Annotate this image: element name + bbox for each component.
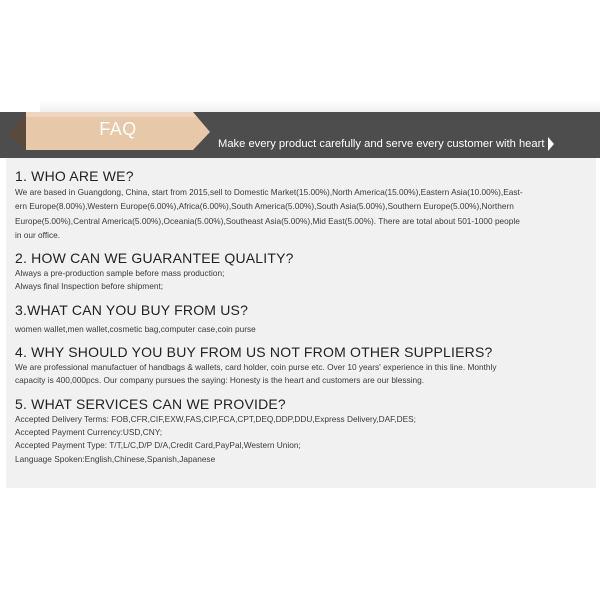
faq-question: 3.WHAT CAN YOU BUY FROM US?	[15, 301, 249, 318]
faq-answer-line: Accepted Payment Currency:USD,CNY;	[15, 426, 163, 437]
faq-question: 2. HOW CAN WE GUARANTEE QUALITY?	[15, 250, 294, 267]
faq-answer-line: Language Spoken:English,Chinese,Spanish,Japanese	[15, 453, 216, 464]
faq-title: FAQ	[99, 119, 137, 139]
faq-answer-line: Accepted Delivery Terms: FOB,CFR,CIF,EXW,FAS,CIP,FCA,CPT,DEQ,DDP,DDU,Express Delivery,DAF,DES;	[15, 413, 416, 424]
faq-section	[15, 395, 587, 466]
header-tagline: Make every product carefully and serve every customer with heart	[218, 138, 545, 150]
faq-answer-line: women wallet,men wallet,cosmetic bag,computer case,coin purse	[15, 323, 256, 334]
faq-answer-line: We are professional manufactuer of handbags & wallets, card holder, coin purse etc. Over 10 years' experience in this line. Monthly	[15, 362, 497, 373]
faq-answer-line: in our office.	[15, 229, 61, 240]
faq-section	[15, 249, 587, 294]
faq-answer-line: ern Europe(8.00%),Western Europe(6.00%),Africa(6.00%),South America(5.00%),South Asia(5.00%),Southern Europe(5.00%),Northern	[15, 201, 514, 212]
faq-tab	[8, 108, 210, 153]
faq-answer-line: Europe(5.00%),Central America(5.00%),Oceania(5.00%),Southeast Asia(5.00%),Mid East(5.00%). There are total about 501-1000 people	[15, 215, 520, 226]
faq-section	[15, 343, 587, 388]
faq-section	[15, 167, 587, 242]
faq-question: 1. WHO ARE WE?	[15, 168, 134, 184]
faq-answer-line: capacity is 400,000pcs. Our company pursues the saying: Honesty is the heart and customers are our blessing.	[15, 375, 425, 386]
faq-question: 5. WHAT SERVICES CAN WE PROVIDE?	[15, 395, 286, 412]
faq-answer-line: Always final Inspection before shipment;	[15, 281, 164, 292]
faq-answer-line: Always a pre-production sample before mass production;	[15, 268, 225, 279]
play-arrow-icon	[548, 137, 554, 151]
faq-answer-line: We are based in Guangdong, China, start from 2015,sell to Domestic Market(15.00%),North America(15.00%),Eastern Asia(10.00%),East-	[15, 187, 523, 197]
faq-content	[6, 158, 596, 488]
faq-section	[15, 301, 587, 336]
faq-question: 4. WHY SHOULD YOU BUY FROM US NOT FROM OTHER SUPPLIERS?	[15, 344, 493, 361]
faq-answer-line: Accepted Payment Type: T/T,L/C,D/P D/A,Credit Card,PayPal,Western Union;	[15, 440, 301, 451]
